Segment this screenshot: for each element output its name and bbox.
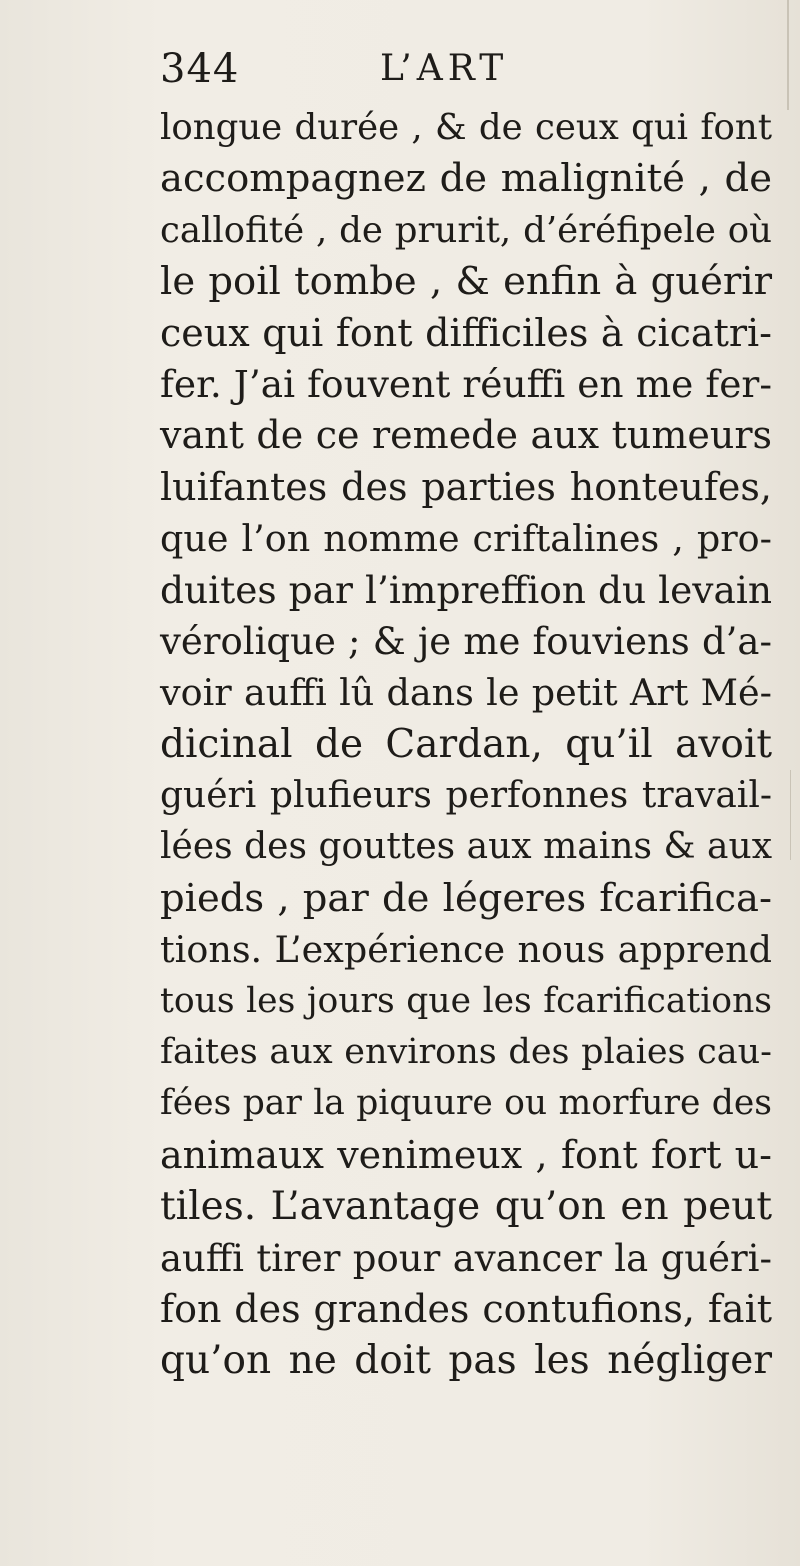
text-line: le poil tombe , & enfin à guérir <box>160 259 772 305</box>
text-line: lées des gouttes aux mains & aux <box>160 826 772 868</box>
body-text <box>160 102 772 1387</box>
text-line: fées par la piquure ou morfure des <box>160 1083 772 1124</box>
text-line: que l’on nomme criftalines , pro- <box>160 517 772 561</box>
text-line: tions. L’expérience nous apprend <box>160 928 772 972</box>
text-line: duites par l’impreffion du levain <box>160 567 772 612</box>
text-line: qu’on ne doit pas les négliger <box>160 1338 772 1384</box>
page-number: 344 <box>160 46 240 92</box>
text-line: callofité , de prurit, d’éréfipele où <box>160 209 772 251</box>
text-line: faites aux environs des plaies cau- <box>160 1032 772 1073</box>
text-line: luifantes des parties honteufes, <box>160 464 772 509</box>
text-line: animaux venimeux , font fort u- <box>160 1132 772 1177</box>
running-head: L’ART <box>380 48 509 89</box>
text-line: dicinal de Cardan, qu’il avoit <box>160 721 772 767</box>
text-line: tiles. L’avantage qu’on en peut <box>160 1184 772 1230</box>
page-edge-mark <box>790 770 791 860</box>
text-line: longue durée , & de ceux qui font <box>160 107 772 148</box>
text-line: vant de ce remede aux tumeurs <box>160 413 772 458</box>
text-line: tous les jours que les fcarifications <box>160 980 772 1021</box>
text-line: auffi tirer pour avancer la guéri- <box>160 1236 772 1280</box>
text-line: pieds , par de légeres fcarifica- <box>160 875 772 921</box>
text-line: vérolique ; & je me fouviens d’a- <box>160 619 772 663</box>
text-line: fon des grandes contufions, fait <box>160 1286 772 1331</box>
text-line: accompagnez de malignité , de <box>160 156 772 202</box>
text-line: fer. J’ai fouvent réuffi en me fer- <box>160 361 772 406</box>
page-edge-mark <box>787 0 789 110</box>
text-line: guéri plufieurs perfonnes travail- <box>160 775 772 817</box>
page-header <box>160 44 760 94</box>
text-line: voir auffi lû dans le petit Art Mé- <box>160 671 772 715</box>
text-line: ceux qui font difficiles à cicatri- <box>160 310 772 355</box>
